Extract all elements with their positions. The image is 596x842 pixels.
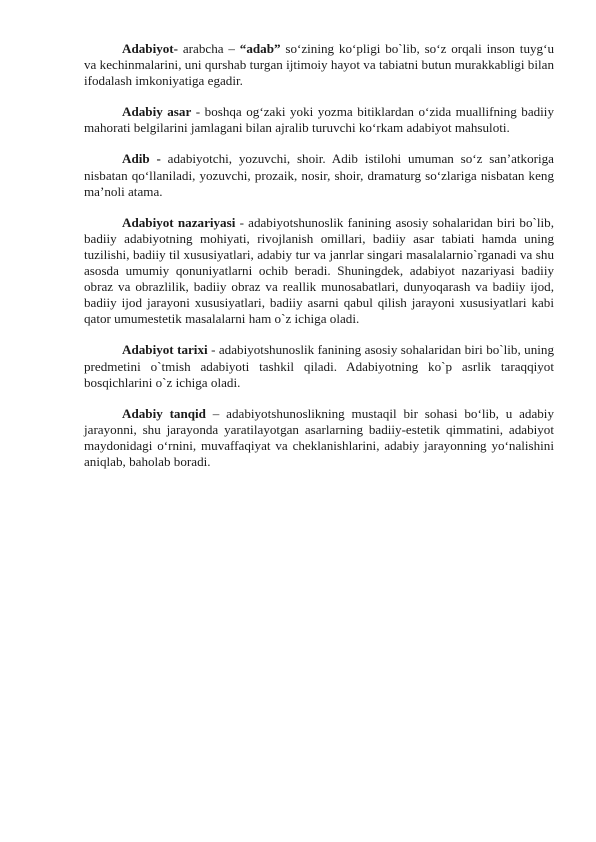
definition-adabiy-asar — [84, 104, 554, 136]
definition-adib — [84, 151, 554, 199]
definition-text: so‘zining ko‘pligi bo`lib, so‘z orqali inson tuyg‘u va kechinmalarini, uni qurshab turgan ijtimoiy hayot va tabiatni butun murakkabligi bilan ifodalash imkoniyatiga egadir. — [84, 41, 554, 89]
definition-text: - boshqa og‘zaki yoki yozma bitiklardan o‘zida muallifning badiiy mahorati belgilarini jamlagani bilan ajralib turuvchi ko‘rkam adabiyot mahsuloti. — [84, 104, 554, 136]
definition-adabiyot-nazariyasi — [84, 215, 554, 328]
definition-adabiyot-tarixi — [84, 342, 554, 390]
definition-separator: arabcha – — [178, 41, 240, 56]
term-adabiyot-tarixi: Adabiyot tarixi — [122, 342, 208, 358]
definition-adabiyot — [84, 41, 554, 89]
definition-text: - adabiyotshunoslik fanining asosiy sohalaridan biri bo`lib, badiiy adabiyotning mohiyati, rivojlanish omillari, badiiy asar tabiati hamda uning tuzilishi, badiiy til xususiyatlari, adabiy tur va janrlar singari masalalarnio`rganadi va shu asosda umumiy qonuniyatlarni ochib beradi. Shuningdek, adabiyot nazariyasi badiiy obraz va obrazlilik, badiiy obraz va reallik munosabatlari, dunyoqarash va badiiy ijod, badiiy ijod jarayoni xususiyatlari, badiiy asarni qabul qilish jarayoni xususiyatlari kabi qator umumestetik masalalarni ham o`z ichiga oladi. — [84, 214, 554, 327]
term-adabiyot: Adabiyot- — [122, 41, 179, 56]
definition-text: – adabiyotshunoslikning mustaqil bir sohasi bo‘lib, u adabiy jarayonni, shu jarayonda yaratilayotgan asarlarning badiiy-estetik qimmatini, adabiyot maydonidagi o‘rnini, muvaffaqiyat va cheklanishlarini, adabiy jarayonning yo‘nalishini aniqlab, baholab boradi. — [84, 405, 554, 469]
term-adabiy-asar: Adabiy asar — [122, 104, 192, 120]
document-page — [84, 41, 554, 485]
term-adib: Adib - — [122, 151, 161, 167]
definition-adabiy-tanqid — [84, 406, 554, 470]
definition-text: - adabiyotshunoslik fanining asosiy sohalaridan biri bo`lib, uning predmetini o`tmish adabiyoti tashkil qiladi. Adabiyotning ko`p asrlik taraqqiyot bosqichlarini o`z ichiga oladi. — [84, 342, 554, 390]
term-adabiy-tanqid: Adabiy tanqid — [122, 405, 206, 421]
term-adabiyot-nazariyasi: Adabiyot nazariyasi — [122, 214, 236, 230]
term-adab: “adab” — [239, 41, 281, 56]
definition-text: adabiyotchi, yozuvchi, shoir. Adib istilohi umuman so‘z san’atkoriga nisbatan qo‘llaniladi, yozuvchi, prozaik, nosir, shoir, dramaturg so‘zlariga nisbatan keng ma’noli atama. — [84, 151, 554, 199]
